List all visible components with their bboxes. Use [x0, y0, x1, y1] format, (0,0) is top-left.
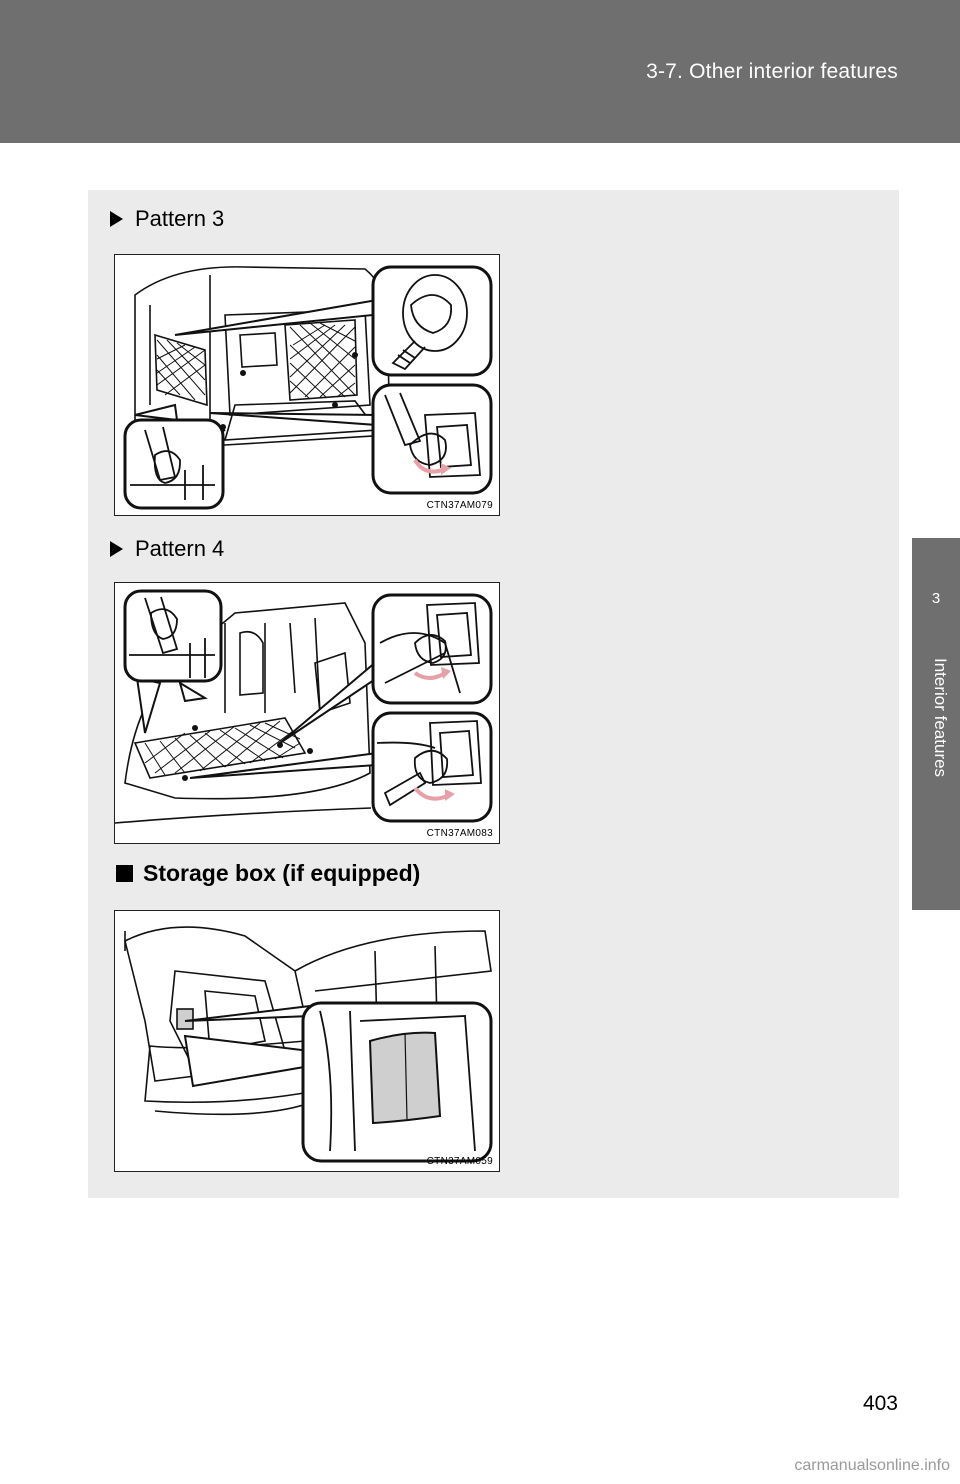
- figure-code: CTN37AM079: [426, 500, 493, 511]
- storage-box-illustration: [115, 911, 500, 1172]
- pattern-3-figure: [114, 254, 500, 516]
- page-number: 403: [862, 1392, 898, 1415]
- cargo-net-pattern-3-illustration: [115, 255, 500, 516]
- triangle-bullet-icon: [110, 211, 123, 227]
- chapter-tab: [912, 538, 960, 910]
- figure-code: CTN37AM083: [426, 828, 493, 839]
- pattern-4-label: Pattern 4: [135, 536, 225, 561]
- chapter-number: 3: [931, 590, 941, 607]
- triangle-bullet-icon: [110, 541, 123, 557]
- pattern-3-label: Pattern 3: [135, 206, 225, 231]
- page-header: [0, 0, 960, 143]
- cargo-net-pattern-4-illustration: [115, 583, 500, 844]
- watermark: carmanualsonline.info: [794, 1457, 950, 1474]
- section-title: 3-7. Other interior features: [646, 60, 898, 83]
- storage-box-figure: [114, 910, 500, 1172]
- figure-code: CTN37AM059: [426, 1156, 493, 1167]
- pattern-4-heading: [110, 536, 224, 562]
- square-bullet-icon: [116, 865, 133, 882]
- chapter-label: Interior features: [931, 658, 950, 778]
- storage-box-label: Storage box (if equipped): [143, 860, 421, 886]
- pattern-4-figure: [114, 582, 500, 844]
- storage-box-heading: [116, 860, 420, 887]
- pattern-3-heading: [110, 206, 224, 232]
